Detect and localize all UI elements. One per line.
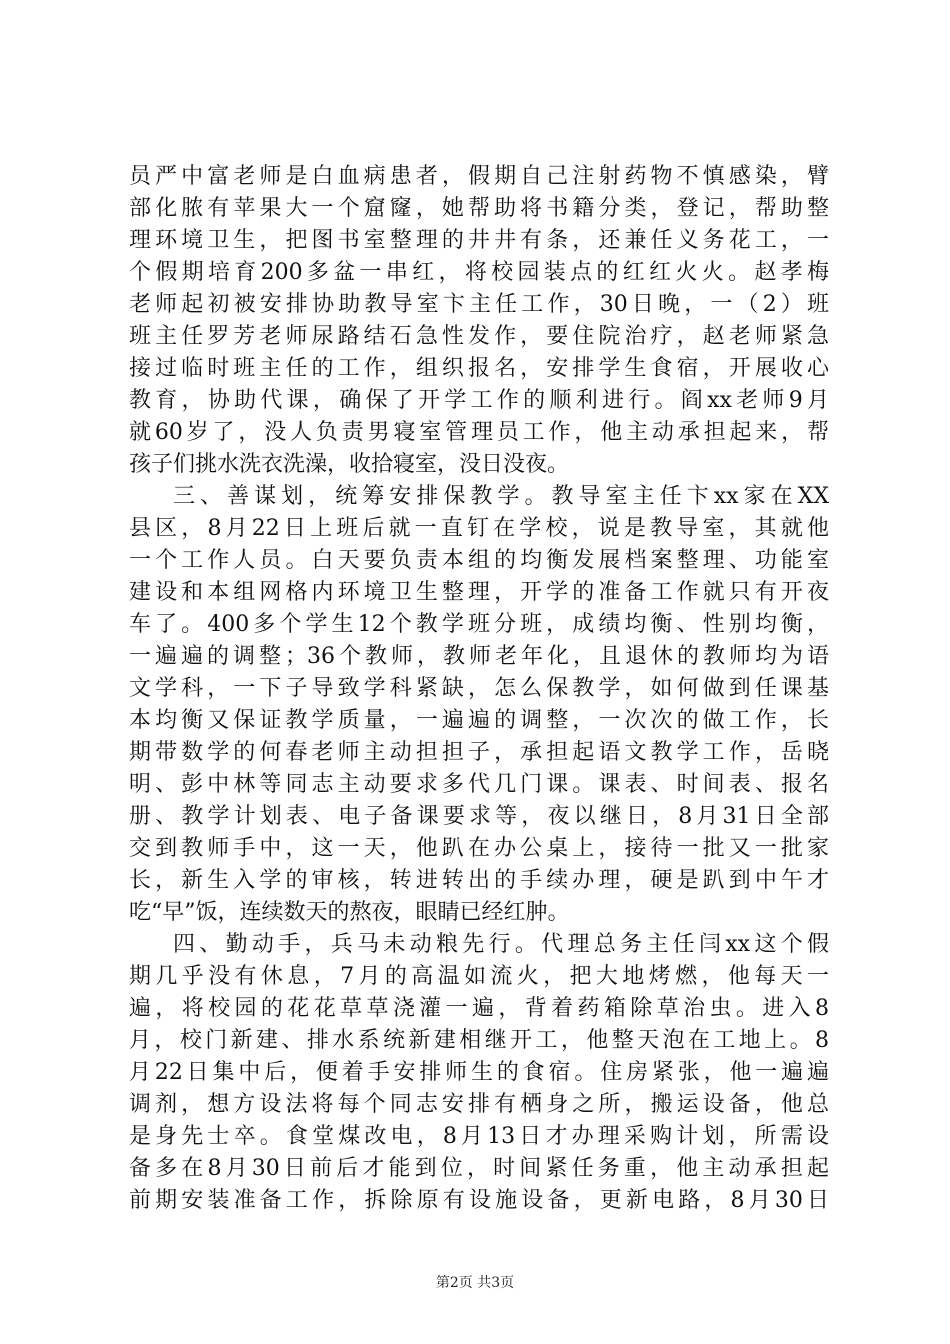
text-line: 明、彭中林等同志主动要求多代几门课。课表、时间表、报名 xyxy=(129,772,829,797)
text-line: 文学科，一下子导致学科紧缺，怎么保教学，如何做到任课基 xyxy=(129,676,829,701)
text-line: 长，新生入学的审核，转进转出的手续办理，硬是趴到中午才 xyxy=(129,868,829,893)
text-line: 调剂，想方设法将每个同志安排有栖身之所，搬运设备，他总 xyxy=(129,1092,829,1117)
text-line: 册、教学计划表、电子备课要求等，夜以继日，8月31日全部 xyxy=(129,804,829,829)
text-line: 员严中富老师是白血病患者，假期自己注射药物不慎感染，臂 xyxy=(129,164,829,189)
text-line: 是身先士卒。食堂煤改电，8月13日才办理采购计划，所需设 xyxy=(129,1124,829,1149)
text-line: 遍，将校园的花花草草浇灌一遍，背着药箱除草治虫。进入8 xyxy=(129,996,829,1021)
text-line: 一个工作人员。白天要负责本组的均衡发展档案整理、功能室 xyxy=(129,548,829,573)
text-line: 月22日集中后，便着手安排师生的食宿。住房紧张，他一遍遍 xyxy=(129,1060,829,1085)
text-line: 建设和本组网格内环境卫生整理，开学的准备工作就只有开夜 xyxy=(129,580,829,605)
section-heading-line: 四、勤动手，兵马未动粮先行。代理总务主任闫xx这个假 xyxy=(173,932,829,957)
text-line: 老师起初被安排协助教导室卞主任工作，30日晚，一（2）班 xyxy=(129,292,829,317)
text-line: 前期安装准备工作，拆除原有设施设备，更新电路，8月30日 xyxy=(129,1188,829,1213)
text-line: 备多在8月30日前后才能到位，时间紧任务重，他主动承担起 xyxy=(129,1156,829,1181)
text-line: 个假期培育200多盆一串红，将校园装点的红红火火。赵孝梅 xyxy=(129,260,829,285)
text-line: 期带数学的何春老师主动担担子，承担起语文教学工作，岳晓 xyxy=(129,740,829,765)
text-line: 月，校门新建、排水系统新建相继开工，他整天泡在工地上。8 xyxy=(129,1028,829,1053)
document-body xyxy=(129,161,829,1217)
page-number-label: 第2页 共3页 xyxy=(435,1275,515,1291)
text-line: 理环境卫生，把图书室整理的井井有条，还兼任义务花工，一 xyxy=(129,228,829,253)
text-line: 车了。400多个学生12个教学班分班，成绩均衡、性别均衡， xyxy=(129,612,829,637)
paragraph-end-line: 吃“早”饭，连续数天的熬夜，眼睛已经红肿。 xyxy=(129,900,570,925)
section-heading-line: 三、善谋划，统筹安排保教学。教导室主任卞xx家在XX xyxy=(173,484,829,509)
text-line: 教育，协助代课，确保了开学工作的顺利进行。阎xx老师9月 xyxy=(129,388,829,413)
text-line: 交到教师手中，这一天，他趴在办公桌上，接待一批又一批家 xyxy=(129,836,829,861)
text-line: 县区，8月22日上班后就一直钉在学校，说是教导室，其就他 xyxy=(129,516,829,541)
text-line: 班主任罗芳老师尿路结石急性发作，要住院治疗，赵老师紧急 xyxy=(129,324,829,349)
text-line: 期几乎没有休息，7月的高温如流火，把大地烤燃，他每天一 xyxy=(129,964,829,989)
text-line: 就60岁了，没人负责男寝室管理员工作，他主动承担起来，帮 xyxy=(129,420,829,445)
text-line: 部化脓有苹果大一个窟窿，她帮助将书籍分类，登记，帮助整 xyxy=(129,196,829,221)
text-line: 接过临时班主任的工作，组织报名，安排学生食宿，开展收心 xyxy=(129,356,829,381)
text-line: 一遍遍的调整；36个教师，教师老年化，且退休的教师均为语 xyxy=(129,644,829,669)
page-footer xyxy=(0,1272,950,1292)
paragraph-end-line: 孩子们挑水洗衣洗澡，收拾寝室，没日没夜。 xyxy=(129,452,570,477)
text-line: 本均衡又保证教学质量，一遍遍的调整，一次次的做工作，长 xyxy=(129,708,829,733)
